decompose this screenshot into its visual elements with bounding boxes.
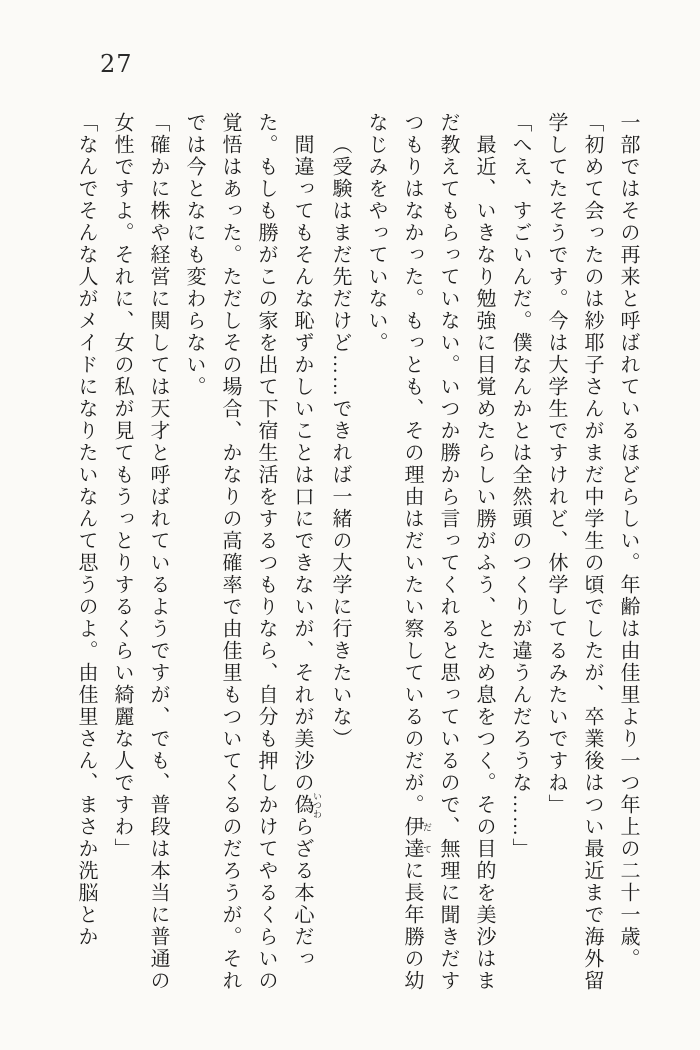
paragraph: 一部ではその再来と呼ばれているほどらしい。年齢は由佳里より一つ年上の二十一歳。 (617, 112, 639, 970)
paragraph: 間違ってもそんな恥ずかしいことは口にできないが、それが美沙の偽 いつわらざる本心だった。もしも勝がこの家を出て下宿生活をするつもりなら、自分も押しかけてやるくらいの覚悟はあった。ただしその場合、かなりの高確率で由佳里もついてくるのだろうが。それでは今となにも変わらない。 (183, 112, 322, 992)
paragraph: 「初めて会ったのは紗耶子さんがまだ中学生の頃でしたが、卒業後はつい最近まで海外留学してたそうです。今は大学生ですけれど、休学してるみたいですね」 (545, 112, 603, 992)
text-columns (68, 112, 646, 996)
paragraph: 最近、いきなり勉強に目覚めたらしい勝がふう、とため息をつく。その目的を美沙はまだ教えてもらっていない。いつか勝から言ってくれると思っているので、無理に聞きだすつもりはなかった。もっとも、その理由はだいたい察しているのだが。伊達 だてに長年勝の幼なじみをやっていない。 (365, 112, 495, 992)
page-number: 27 (100, 50, 133, 78)
furigana-ruby: 伊達 だて (401, 816, 432, 860)
paragraph: 「確かに株や経営に関しては天才と呼ばれているようですが、でも、普段は本当に普通の女性ですよ。それに、女の私が見てもうっとりするくらい綺麗な人ですわ」 (111, 112, 169, 992)
paragraph: 「へえ、すごいんだ。僕なんかとは全然頭のつくりが違うんだろうな……」 (509, 112, 531, 860)
paragraph: 「なんでそんな人がメイドになりたいなんて思うのよ。由佳里さん、まさか洗脳とか (75, 112, 97, 948)
furigana-ruby: 偽 いつわ (291, 791, 322, 819)
paragraph: （受験はまだ先だけど……できれば一緒の大学に行きたいな） (329, 134, 351, 750)
